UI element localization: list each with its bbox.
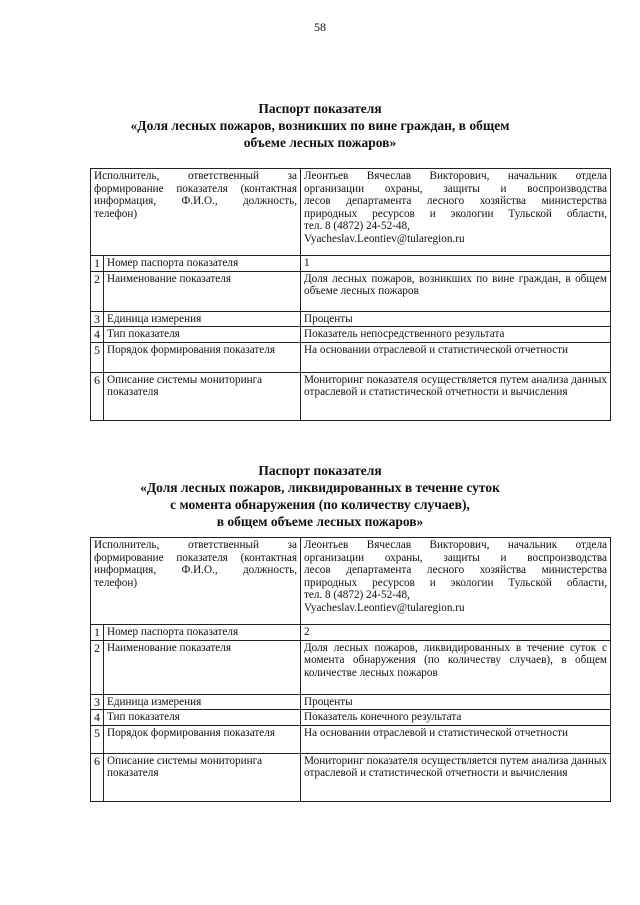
passport-2-title [80, 462, 560, 530]
passport-1-title-line: объеме лесных пожаров» [243, 135, 397, 150]
passport-2-title-line: в общем объеме лесных пожаров» [216, 514, 424, 529]
row-value: Показатель конечного результата [301, 710, 611, 726]
row-number: 1 [91, 625, 104, 641]
row-number: 5 [91, 342, 104, 372]
executor-row [91, 169, 611, 256]
passport-1-title-line: Паспорт показателя [258, 101, 382, 116]
table-row [91, 640, 611, 694]
executor-value [301, 169, 611, 256]
row-value: 2 [301, 625, 611, 641]
executor-row [91, 538, 611, 625]
passport-2-title-line: Паспорт показателя [258, 463, 382, 478]
row-number: 4 [91, 710, 104, 726]
row-number: 1 [91, 256, 104, 272]
table-row [91, 327, 611, 343]
executor-value [301, 538, 611, 625]
row-value: Доля лесных пожаров, возникших по вине граждан, в общем объеме лесных пожаров [301, 271, 611, 311]
row-value: Мониторинг показателя осуществляется путем анализа данных отраслевой и статистической отчетности и вычисления [301, 753, 611, 801]
row-label: Описание системы мониторинга показателя [104, 372, 301, 420]
row-label: Номер паспорта показателя [104, 625, 301, 641]
row-number: 4 [91, 327, 104, 343]
table-row [91, 625, 611, 641]
row-label: Порядок формирования показателя [104, 725, 301, 753]
row-label: Единица измерения [104, 694, 301, 710]
executor-email: Vyacheslav.Leontiev@tularegion.ru [304, 232, 465, 245]
page-number: 58 [314, 20, 326, 34]
row-value: Проценты [301, 311, 611, 327]
table-row [91, 271, 611, 311]
table-row [91, 342, 611, 372]
row-number: 6 [91, 372, 104, 420]
table-row [91, 694, 611, 710]
passport-2-title-line: с момента обнаружения (по количеству случаев), [170, 497, 470, 512]
row-number: 3 [91, 694, 104, 710]
executor-value-line: Леонтьев Вячеслав Викторович, начальник отдела [304, 539, 608, 551]
executor-label: Исполнитель, ответственный за формирование показателя (контактная информация, Ф.И.О., должность, телефон) [91, 169, 301, 256]
row-label: Номер паспорта показателя [104, 256, 301, 272]
row-value: 1 [301, 256, 611, 272]
row-label: Тип показателя [104, 710, 301, 726]
passport-1-title [80, 100, 560, 151]
executor-value-line: тел. 8 (4872) 24-52-48, [304, 589, 410, 601]
executor-value-line: организации охраны, защиты и воспроизводства [304, 182, 608, 195]
executor-value-line: организации охраны, защиты и воспроизводства [304, 551, 608, 564]
row-label: Тип показателя [104, 327, 301, 343]
table-row [91, 710, 611, 726]
table-row [91, 753, 611, 801]
row-label: Описание системы мониторинга показателя [104, 753, 301, 801]
row-value: На основании отраслевой и статистической отчетности [301, 725, 611, 753]
row-label: Наименование показателя [104, 271, 301, 311]
passport-2-title-line: «Доля лесных пожаров, ликвидированных в течение суток [140, 480, 500, 495]
row-value: Показатель непосредственного результата [301, 327, 611, 343]
row-number: 2 [91, 271, 104, 311]
executor-label: Исполнитель, ответственный за формирование показателя (контактная информация, Ф.И.О., должность, телефон) [91, 538, 301, 625]
row-number: 3 [91, 311, 104, 327]
table-row [91, 372, 611, 420]
row-number: 6 [91, 753, 104, 801]
passport-2-table [90, 537, 611, 802]
row-label: Наименование показателя [104, 640, 301, 694]
executor-value-line: лесов департамента лесного хозяйства министерства [304, 564, 608, 576]
table-row [91, 725, 611, 753]
row-value: Проценты [301, 694, 611, 710]
row-value: Мониторинг показателя осуществляется путем анализа данных отраслевой и статистической отчетности и вычисления [301, 372, 611, 420]
table-row [91, 311, 611, 327]
executor-value-line: тел. 8 (4872) 24-52-48, [304, 220, 410, 232]
table-row [91, 256, 611, 272]
row-label: Порядок формирования показателя [104, 342, 301, 372]
row-number: 2 [91, 640, 104, 694]
passport-1-title-line: «Доля лесных пожаров, возникших по вине граждан, в общем [130, 118, 510, 133]
executor-value-line: Леонтьев Вячеслав Викторович, начальник отдела [304, 170, 608, 182]
executor-value-line: природных ресурсов и экологии Тульской области, [304, 207, 608, 220]
row-label: Единица измерения [104, 311, 301, 327]
row-value: Доля лесных пожаров, ликвидированных в течение суток с момента обнаружения (по количеству случаев), в общем количестве лесных пожаров [301, 640, 611, 694]
executor-value-line: лесов департамента лесного хозяйства министерства [304, 195, 608, 207]
row-value: На основании отраслевой и статистической отчетности [301, 342, 611, 372]
executor-value-line: природных ресурсов и экологии Тульской области, [304, 576, 608, 589]
executor-email: Vyacheslav.Leontiev@tularegion.ru [304, 601, 465, 614]
passport-1-table [90, 168, 611, 421]
row-number: 5 [91, 725, 104, 753]
